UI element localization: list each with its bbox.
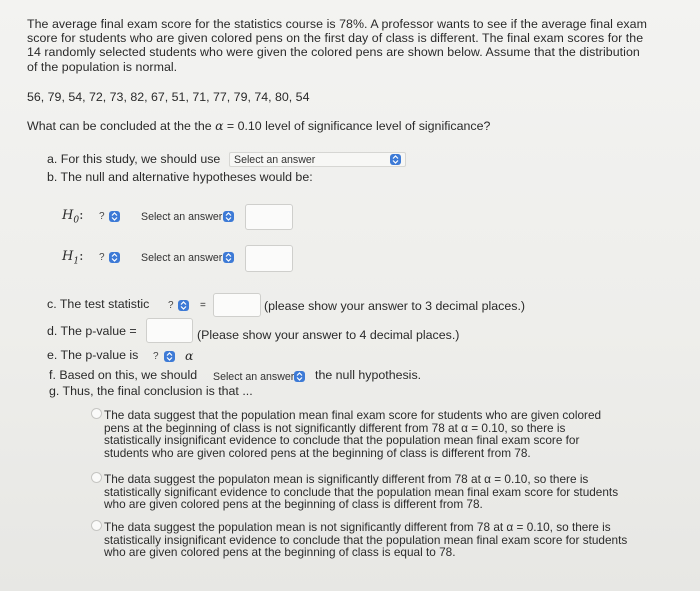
alpha-symbol: α (215, 118, 224, 133)
h1-symbol-select[interactable]: ? (97, 250, 120, 264)
h1-parameter-select[interactable]: Select an answer (136, 250, 239, 265)
p-value-input[interactable] (146, 318, 193, 343)
conclusion-option-2: The data suggest the populaton mean is significantly different from 78 at α = 0.10, so there is statistically significant evidence to conclude that the population mean final exam score for students who are given colored pens at the beginning of class is different from 78. (104, 472, 619, 512)
part-c-label: c. The test statistic (47, 297, 150, 311)
select-spinner-icon (390, 154, 401, 165)
alpha-symbol: α (185, 348, 194, 363)
conclusion-radio-2[interactable] (91, 472, 102, 483)
problem-intro: The average final exam score for the statistics course is 78%. A professor wants to see if the average final exam score for students who are given colored pens on the first day of class is different. The final exam scores for the 14 randomly selected students who were given the colored pens are shown below. Assume that the distribution of the population is normal. (27, 17, 647, 74)
data-values: 56, 79, 54, 72, 73, 82, 67, 51, 71, 77, 79, 74, 80, 54 (27, 90, 310, 104)
h0-parameter-select[interactable]: Select an answer (136, 209, 239, 224)
conclusion-radio-1[interactable] (91, 408, 102, 419)
select-spinner-icon (109, 211, 120, 222)
h0-symbol-select[interactable]: ? (97, 209, 120, 223)
question-line (27, 118, 490, 134)
part-e-label: e. The p-value is (47, 348, 139, 362)
study-type-select[interactable] (229, 152, 406, 167)
select-spinner-icon (223, 211, 234, 222)
conclusion-option-3: The data suggest the population mean is not significantly different from 78 at α = 0.10, so there is statistically insignificant evidence to conclude that the population mean final exam score for students who are given colored pens at the beginning of class is equal to 78. (104, 520, 628, 560)
h0-value-input[interactable] (245, 204, 293, 230)
select-spinner-icon (109, 252, 120, 263)
question-post: = 0.10 level of significance level of significance? (226, 119, 491, 133)
select-spinner-icon (294, 371, 305, 382)
h0-label: $H_0$: (62, 208, 84, 226)
select-spinner-icon (164, 351, 175, 362)
test-statistic-input[interactable] (213, 293, 261, 317)
part-f-label: f. Based on this, we should (49, 368, 198, 382)
study-type-select-value: Select an answer (234, 153, 316, 166)
equals-sign: = (200, 300, 206, 311)
question-pre: What can be concluded at the the (27, 119, 212, 133)
conclusion-radio-3[interactable] (91, 520, 102, 531)
part-g-label: g. Thus, the final conclusion is that ... (49, 384, 253, 398)
part-a-label: a. For this study, we should use (47, 152, 221, 166)
p-value-comparison-select[interactable]: ? (151, 349, 175, 363)
part-f-post: the null hypothesis. (315, 368, 422, 382)
h1-value-input[interactable] (245, 245, 293, 272)
decision-select[interactable]: Select an answer (208, 369, 310, 384)
part-d-label: d. The p-value = (47, 324, 137, 338)
select-spinner-icon (223, 252, 234, 263)
part-d-hint: (Please show your answer to 4 decimal places.) (197, 328, 460, 342)
test-statistic-select[interactable]: ? (166, 298, 189, 312)
part-c-hint: (please show your answer to 3 decimal places.) (264, 299, 526, 313)
part-b-label: b. The null and alternative hypotheses would be: (47, 170, 313, 184)
conclusion-option-1: The data suggest that the population mean final exam score for students who are given colored pens at the beginning of class is not significantly different from 78 at α = 0.10, so there is statistically insignificant evidence to conclude that the population mean final exam score for students who are given colored pens at the beginning of class is different from 78. (104, 408, 602, 460)
h1-label: $H_1$: (62, 249, 84, 267)
select-spinner-icon (178, 300, 189, 311)
